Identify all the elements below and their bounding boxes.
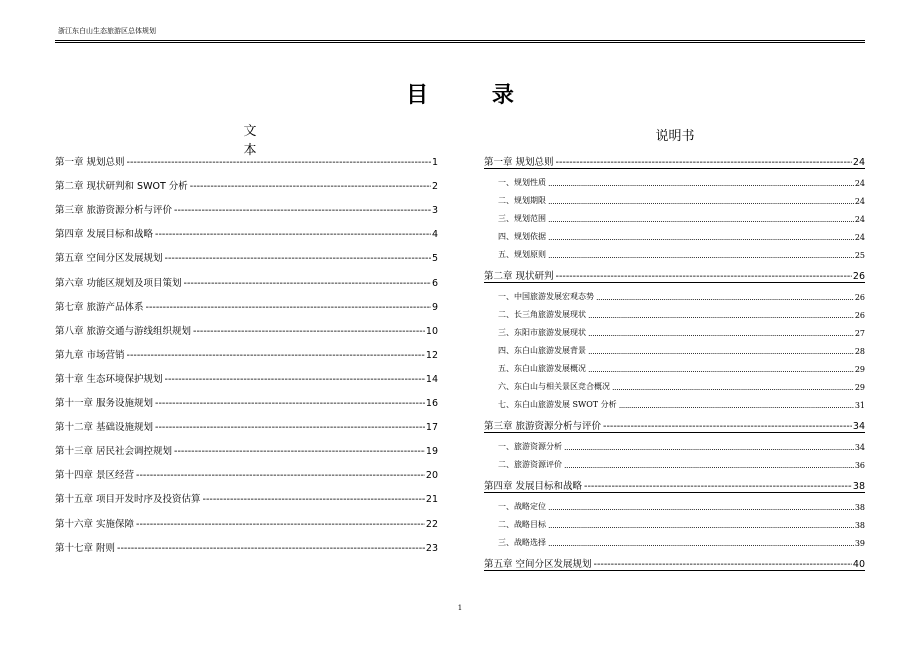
toc-chapter-entry[interactable] bbox=[484, 268, 865, 283]
toc-subsection-entry[interactable] bbox=[484, 380, 865, 392]
toc-leader bbox=[548, 251, 854, 260]
toc-entry-label: 第十章 生态环境保护规划 bbox=[55, 373, 163, 385]
toc-entry-page: 24 bbox=[854, 197, 865, 206]
toc-entry-page: 14 bbox=[425, 373, 438, 385]
toc-leader bbox=[564, 443, 854, 452]
toc-subsection-entry[interactable] bbox=[484, 230, 865, 242]
toc-entry-page: 9 bbox=[431, 301, 438, 313]
toc-entry-page: 36 bbox=[854, 461, 865, 470]
toc-entry-page: 29 bbox=[854, 383, 865, 392]
toc-chapter-entry[interactable] bbox=[55, 299, 438, 313]
toc-leader bbox=[136, 519, 425, 530]
toc-leader bbox=[127, 350, 425, 361]
toc-entry-label: 第十三章 居民社会调控规划 bbox=[55, 446, 173, 458]
toc-entry-label: 第二章 现状研判和 SWOT 分析 bbox=[55, 181, 188, 193]
toc-leader bbox=[548, 179, 854, 188]
toc-entry-label: 三、规划范围 bbox=[498, 214, 546, 223]
toc-subsection-entry[interactable] bbox=[484, 176, 865, 188]
toc-subsection-entry[interactable] bbox=[484, 458, 865, 470]
toc-chapter-entry[interactable] bbox=[55, 250, 438, 264]
toc-chapter-entry[interactable] bbox=[55, 395, 438, 409]
toc-chapter-entry[interactable] bbox=[55, 540, 438, 554]
toc-leader bbox=[556, 271, 852, 282]
toc-leader bbox=[174, 205, 431, 216]
toc-subsection-entry[interactable] bbox=[484, 212, 865, 224]
toc-entry-page: 21 bbox=[425, 494, 438, 506]
toc-entry-page: 19 bbox=[425, 446, 438, 458]
toc-entry-page: 24 bbox=[854, 215, 865, 224]
toc-entry-page: 23 bbox=[425, 542, 438, 554]
toc-chapter-entry[interactable] bbox=[55, 275, 438, 289]
toc-leader bbox=[548, 539, 854, 548]
toc-leader bbox=[588, 311, 854, 320]
toc-leader bbox=[588, 365, 854, 374]
toc-entry-label: 四、东白山旅游发展背景 bbox=[498, 346, 586, 355]
header-rule bbox=[55, 40, 865, 41]
toc-leader bbox=[117, 543, 425, 554]
toc-leader bbox=[174, 446, 425, 457]
toc-entry-page: 2 bbox=[431, 181, 438, 193]
toc-leader bbox=[556, 157, 852, 168]
toc-entry-label: 二、旅游资源评价 bbox=[498, 460, 562, 469]
toc-chapter-entry[interactable] bbox=[55, 202, 438, 216]
toc-subsection-entry[interactable] bbox=[484, 518, 865, 530]
toc-chapter-entry[interactable] bbox=[484, 478, 865, 493]
toc-entry-page: 26 bbox=[854, 293, 865, 302]
toc-entry-page: 5 bbox=[431, 253, 438, 265]
toc-entry-label: 一、规划性质 bbox=[498, 178, 546, 187]
toc-leader bbox=[594, 559, 852, 570]
toc-subsection-entry[interactable] bbox=[484, 326, 865, 338]
toc-leader bbox=[146, 302, 431, 313]
toc-subsection-entry[interactable] bbox=[484, 440, 865, 452]
toc-entry-page: 40 bbox=[852, 559, 865, 570]
toc-entry-page: 31 bbox=[854, 401, 865, 410]
toc-chapter-entry[interactable] bbox=[55, 491, 438, 505]
toc-entry-page: 4 bbox=[431, 229, 438, 241]
toc-subsection-entry[interactable] bbox=[484, 308, 865, 320]
toc-chapter-entry[interactable] bbox=[484, 154, 865, 169]
toc-entry-page: 29 bbox=[854, 365, 865, 374]
toc-chapter-entry[interactable] bbox=[55, 516, 438, 530]
toc-entry-label: 第八章 旅游交通与游线组织规划 bbox=[55, 325, 192, 337]
toc-leader bbox=[136, 470, 425, 481]
header-rule-double bbox=[55, 42, 865, 43]
toc-leader bbox=[603, 421, 852, 432]
toc-entry-page: 22 bbox=[425, 518, 438, 530]
toc-leader bbox=[548, 503, 854, 512]
toc-entry-label: 第六章 功能区规划及项目策划 bbox=[55, 277, 182, 289]
toc-entry-page: 26 bbox=[852, 271, 865, 282]
toc-entry-page: 10 bbox=[425, 325, 438, 337]
toc-leader bbox=[584, 481, 852, 492]
toc-leader bbox=[588, 347, 854, 356]
toc-entry-page: 34 bbox=[852, 421, 865, 432]
toc-entry-label: 第四章 发展目标和战略 bbox=[484, 481, 583, 492]
toc-entry-label: 一、战略定位 bbox=[498, 502, 546, 511]
toc-entry-label: 二、长三角旅游发展现状 bbox=[498, 310, 586, 319]
toc-leader bbox=[588, 329, 854, 338]
toc-entry-page: 38 bbox=[852, 481, 865, 492]
toc-entry-label: 四、规划依据 bbox=[498, 232, 546, 241]
toc-entry-label: 二、规划期限 bbox=[498, 196, 546, 205]
toc-leader bbox=[190, 181, 431, 192]
toc-entry-page: 39 bbox=[854, 539, 865, 548]
toc-chapter-entry[interactable] bbox=[55, 443, 438, 457]
toc-entry-label: 二、战略目标 bbox=[498, 520, 546, 529]
toc-entry-label: 第十一章 服务设施规划 bbox=[55, 398, 154, 409]
toc-leader bbox=[203, 494, 425, 505]
toc-entry-page: 25 bbox=[854, 251, 865, 260]
toc-entry-label: 第十七章 附则 bbox=[55, 542, 116, 554]
text-section-heading: 文 本 bbox=[243, 124, 267, 158]
toc-entry-label: 三、战略选择 bbox=[498, 538, 546, 547]
toc-entry-label: 第十四章 景区经营 bbox=[55, 470, 135, 482]
toc-leader bbox=[127, 157, 431, 168]
toc-leader bbox=[165, 374, 425, 385]
toc-subsection-entry[interactable] bbox=[484, 344, 865, 356]
toc-entry-label: 三、东阳市旅游发展现状 bbox=[498, 328, 586, 337]
toc-leader bbox=[155, 422, 425, 433]
toc-entry-label: 第一章 规划总则 bbox=[55, 157, 125, 168]
toc-leader bbox=[548, 521, 854, 530]
toc-entry-page: 38 bbox=[854, 521, 865, 530]
toc-chapter-entry[interactable] bbox=[484, 418, 865, 433]
toc-chapter-entry[interactable] bbox=[484, 556, 865, 571]
toc-subsection-entry[interactable] bbox=[484, 290, 865, 302]
toc-entry-label: 六、东白山与相关景区竞合概况 bbox=[498, 382, 610, 391]
toc-entry-page: 38 bbox=[854, 503, 865, 512]
toc-leader bbox=[184, 278, 431, 289]
toc-entry-page: 12 bbox=[425, 349, 438, 361]
toc-entry-page: 6 bbox=[431, 277, 438, 289]
toc-entry-page: 28 bbox=[854, 347, 865, 356]
toc-chapter-entry[interactable] bbox=[55, 467, 438, 481]
toc-entry-label: 第五章 空间分区发展规划 bbox=[484, 559, 592, 570]
toc-subsection-entry[interactable] bbox=[484, 362, 865, 374]
toc-entry-label: 七、东白山旅游发展 SWOT 分析 bbox=[498, 400, 617, 409]
toc-leader bbox=[548, 215, 854, 224]
toc-chapter-entry[interactable] bbox=[55, 154, 438, 168]
toc-entry-page: 24 bbox=[854, 179, 865, 188]
toc-entry-page: 27 bbox=[854, 329, 865, 338]
toc-entry-page: 3 bbox=[431, 205, 438, 217]
document-header: 浙江东白山生态旅游区总体规划 bbox=[58, 27, 156, 35]
toc-leader bbox=[612, 383, 854, 392]
toc-entry-label: 第三章 旅游资源分析与评价 bbox=[55, 205, 173, 217]
page-number: 1 bbox=[457, 604, 463, 612]
toc-chapter-entry[interactable] bbox=[55, 371, 438, 385]
toc-subsection-entry[interactable] bbox=[484, 248, 865, 260]
page-title: 目 录 bbox=[406, 83, 542, 108]
toc-leader bbox=[564, 461, 854, 470]
toc-entry-page: 1 bbox=[431, 157, 438, 168]
toc-entry-page: 26 bbox=[854, 311, 865, 320]
toc-chapter-entry[interactable] bbox=[55, 347, 438, 361]
toc-entry-label: 第七章 旅游产品体系 bbox=[55, 301, 144, 313]
toc-entry-page: 16 bbox=[425, 398, 438, 409]
toc-entry-page: 34 bbox=[854, 443, 865, 452]
toc-entry-label: 第九章 市场营销 bbox=[55, 349, 125, 361]
toc-leader bbox=[155, 398, 425, 409]
toc-chapter-entry[interactable] bbox=[55, 178, 438, 192]
toc-entry-label: 第一章 规划总则 bbox=[484, 157, 554, 168]
toc-entry-label: 第十二章 基础设施规划 bbox=[55, 422, 154, 434]
toc-subsection-entry[interactable] bbox=[484, 500, 865, 512]
toc-entry-page: 24 bbox=[854, 233, 865, 242]
toc-chapter-entry[interactable] bbox=[55, 226, 438, 240]
toc-leader bbox=[155, 229, 431, 240]
toc-subsection-entry[interactable] bbox=[484, 536, 865, 548]
toc-leader bbox=[596, 293, 854, 302]
toc-entry-label: 第四章 发展目标和战略 bbox=[55, 229, 154, 241]
toc-entry-page: 17 bbox=[425, 422, 438, 434]
toc-entry-label: 第五章 空间分区发展规划 bbox=[55, 253, 163, 265]
toc-entry-label: 第十五章 项目开发时序及投资估算 bbox=[55, 494, 201, 506]
manual-section-heading: 说明书 bbox=[655, 129, 695, 144]
toc-leader bbox=[548, 197, 854, 206]
toc-entry-label: 第三章 旅游资源分析与评价 bbox=[484, 421, 602, 432]
toc-entry-label: 第二章 现状研判 bbox=[484, 271, 554, 282]
toc-subsection-entry[interactable] bbox=[484, 398, 865, 410]
toc-entry-label: 第十六章 实施保障 bbox=[55, 518, 135, 530]
toc-leader bbox=[619, 401, 854, 410]
toc-leader bbox=[548, 233, 854, 242]
toc-entry-page: 20 bbox=[425, 470, 438, 482]
toc-entry-label: 五、规划原则 bbox=[498, 250, 546, 259]
toc-entry-label: 一、中国旅游发展宏观态势 bbox=[498, 292, 594, 301]
toc-subsection-entry[interactable] bbox=[484, 194, 865, 206]
toc-leader bbox=[193, 326, 425, 337]
toc-chapter-entry[interactable] bbox=[55, 419, 438, 433]
toc-leader bbox=[165, 253, 431, 264]
toc-entry-page: 24 bbox=[852, 157, 865, 168]
toc-entry-label: 一、旅游资源分析 bbox=[498, 442, 562, 451]
toc-entry-label: 五、东白山旅游发展概况 bbox=[498, 364, 586, 373]
toc-chapter-entry[interactable] bbox=[55, 323, 438, 337]
